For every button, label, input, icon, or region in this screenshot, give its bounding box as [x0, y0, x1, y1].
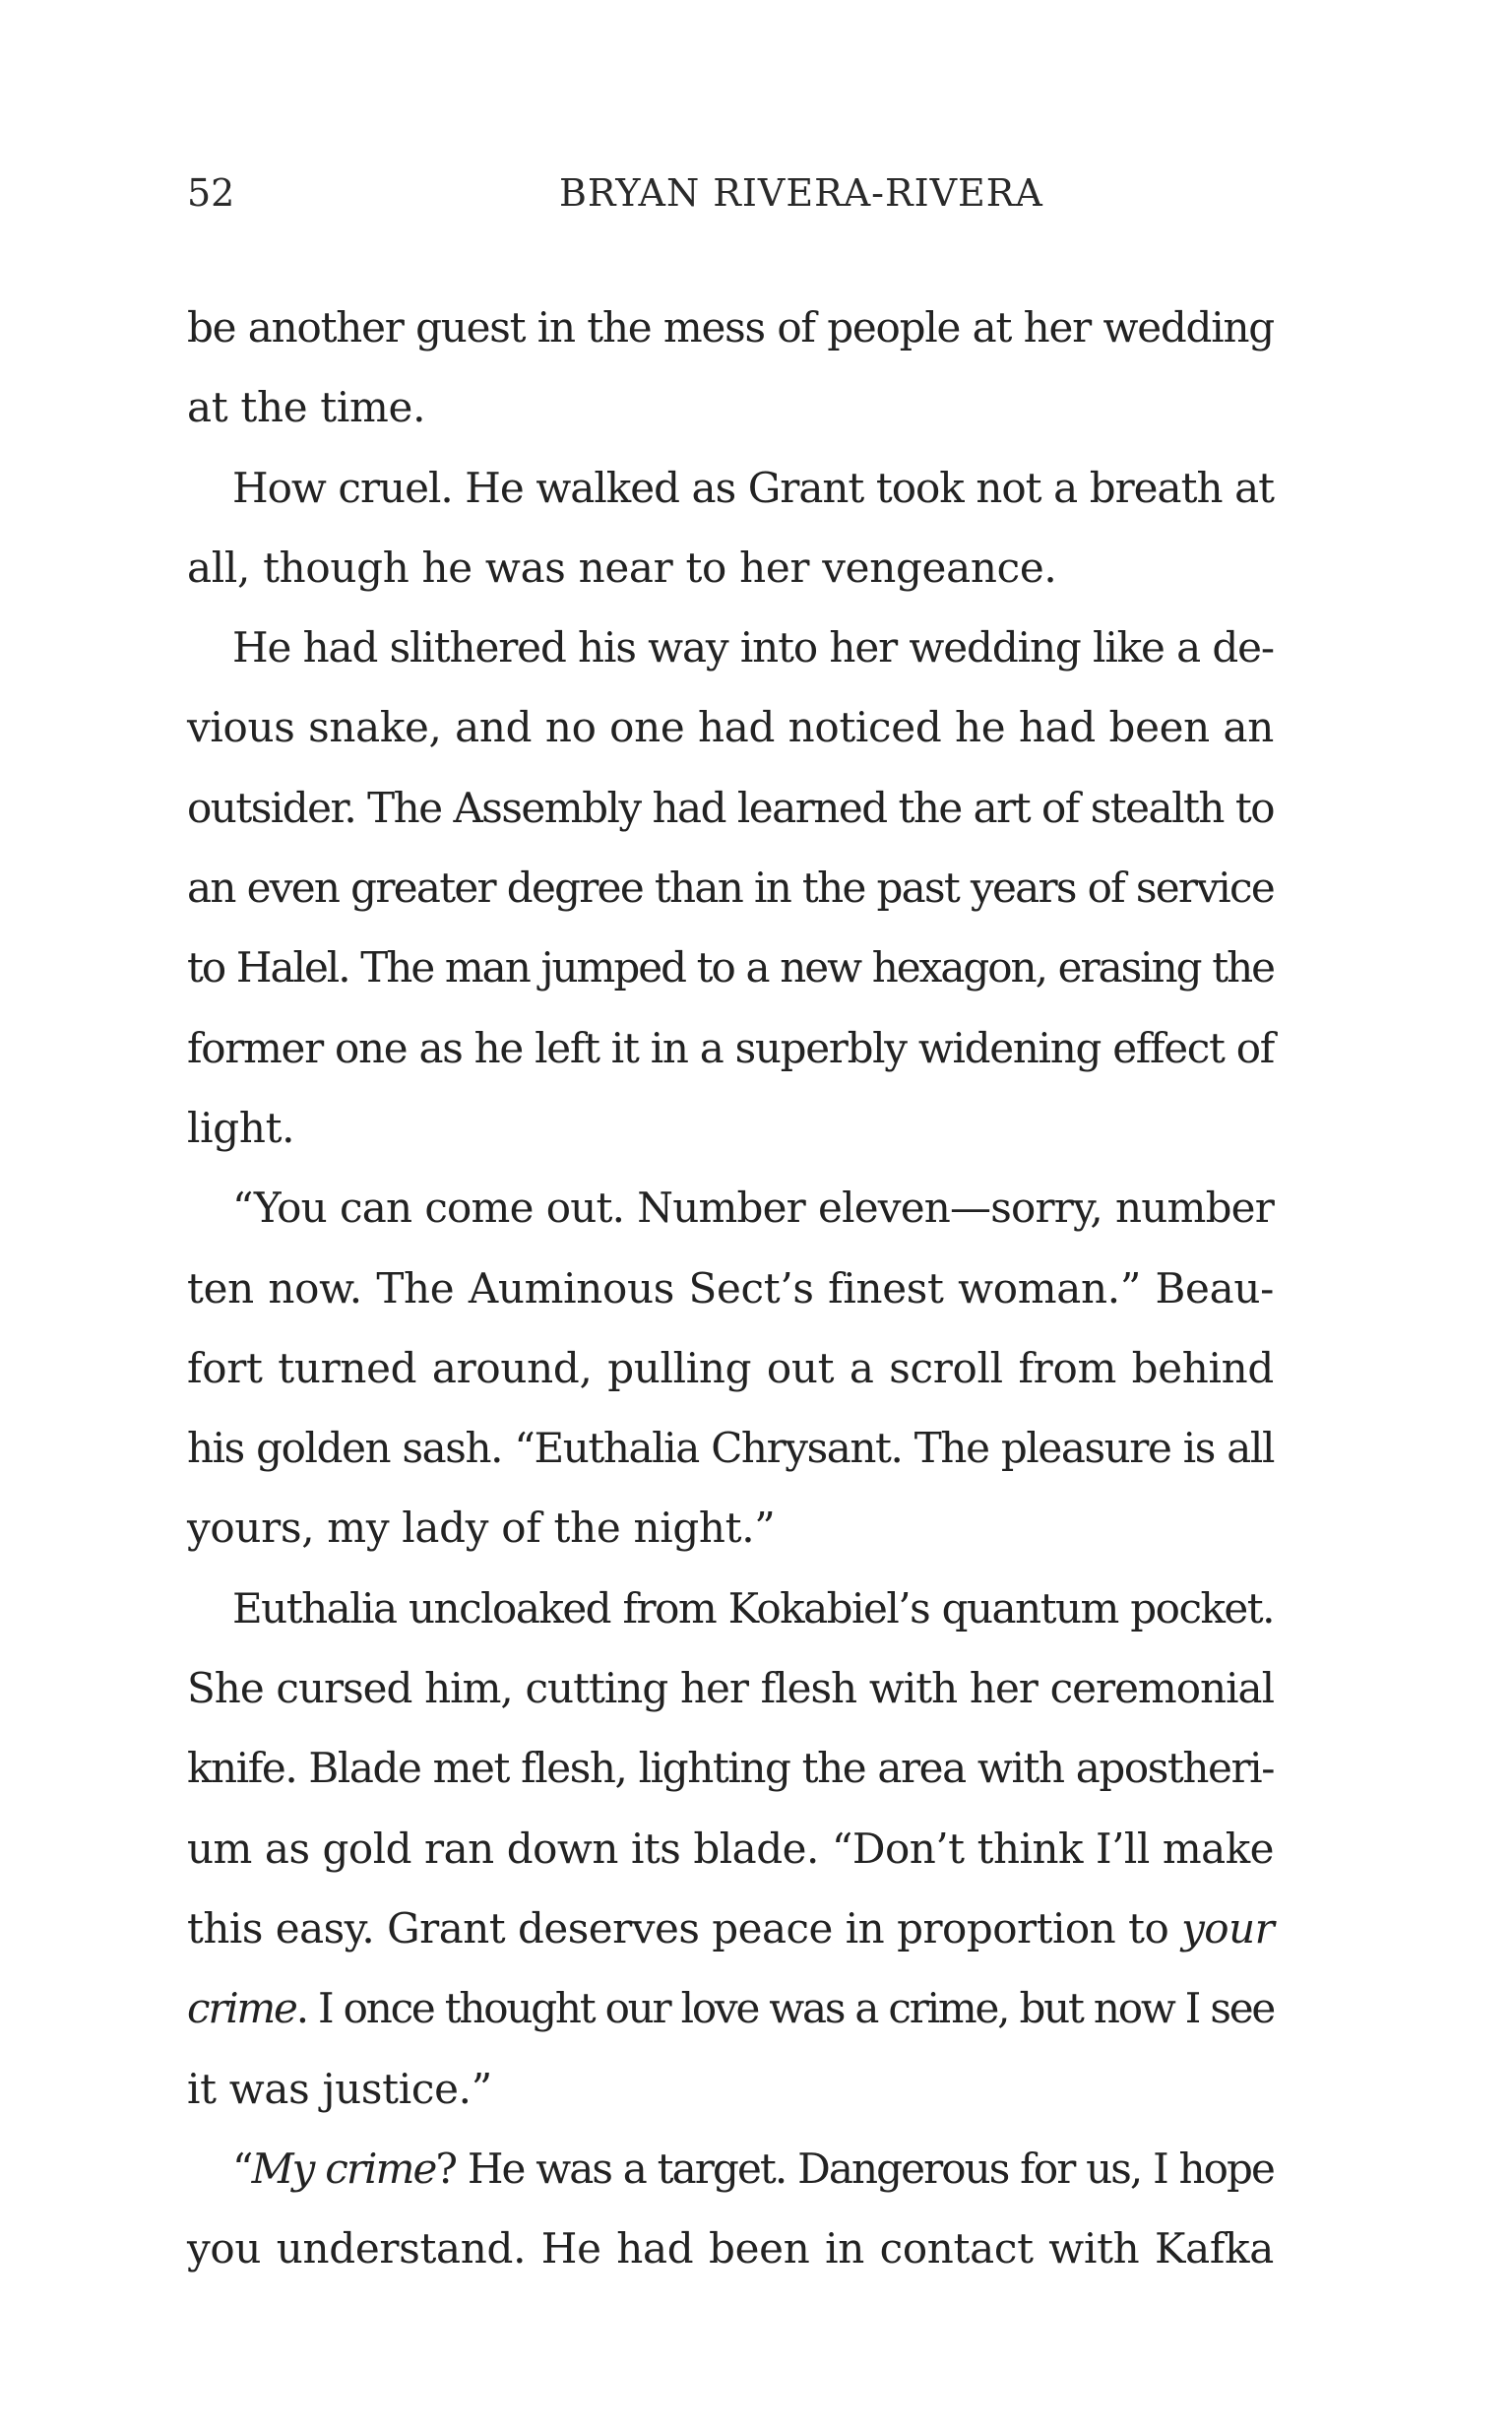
body-text: [187, 288, 1274, 2288]
paragraph: [187, 608, 1274, 1168]
paragraph: [187, 2129, 1274, 2289]
text-run: . I once thought our love was a crime, but now I see: [295, 1984, 1274, 2033]
text-line: be another guest in the mess of people at her wedding: [187, 303, 1274, 352]
text-line: light.: [187, 1103, 295, 1152]
text-line: vious snake, and no one had noticed he had been an: [187, 703, 1274, 752]
text-line: um as gold ran down its blade. “Don’t think I’ll make: [187, 1824, 1274, 1873]
italic-text: My crime: [251, 2144, 436, 2193]
paragraph: [187, 1569, 1274, 2129]
text-line: former one as he left it in a superbly widening effect of: [187, 1023, 1274, 1072]
text-run: this easy. Grant deserves peace in proportion to: [187, 1903, 1182, 1953]
text-line: Euthalia uncloaked from Kokabiel’s quantum pocket.: [232, 1583, 1274, 1633]
text-line: at the time.: [187, 383, 426, 432]
text-line: knife. Blade met flesh, lighting the area with apostheri-: [187, 1744, 1274, 1793]
italic-text: crime: [187, 1984, 296, 2033]
text-line: outsider. The Assembly had learned the art of stealth to: [187, 783, 1274, 832]
text-line: [187, 2129, 1274, 2209]
text-line: “You can come out. Number eleven—sorry, number: [232, 1184, 1274, 1233]
page-number: 52: [187, 171, 235, 215]
text-line: yours, my lady of the night.”: [187, 1504, 776, 1553]
paragraph: [187, 288, 1274, 448]
text-line: She cursed him, cutting her flesh with her ceremonial: [187, 1664, 1274, 1713]
text-line: He had slithered his way into her wedding like a de-: [232, 623, 1274, 672]
text-run: “: [232, 2144, 252, 2193]
running-head: BRYAN RIVERA-RIVERA: [559, 171, 1043, 215]
text-run: ? He was a target. Dangerous for us, I hope: [435, 2144, 1274, 2193]
paragraph: [187, 1168, 1274, 1568]
text-line: you understand. He had been in contact with Kafka: [187, 2224, 1274, 2273]
text-line: [187, 1889, 1274, 1968]
text-line: his golden sash. “Euthalia Chrysant. The pleasure is all: [187, 1424, 1274, 1473]
paragraph: [187, 448, 1274, 608]
text-line: it was justice.”: [187, 2064, 492, 2113]
text-line: an even greater degree than in the past years of service: [187, 864, 1274, 913]
text-line: to Halel. The man jumped to a new hexagon, erasing the: [187, 943, 1274, 992]
text-line: How cruel. He walked as Grant took not a breath at: [232, 463, 1274, 512]
text-line: fort turned around, pulling out a scroll from behind: [187, 1343, 1274, 1392]
italic-text: your: [1181, 1903, 1275, 1953]
text-line: ten now. The Auminous Sect’s finest woman.” Beau-: [187, 1263, 1274, 1313]
text-line: [187, 1968, 1274, 2048]
text-line: all, though he was near to her vengeance.: [187, 543, 1057, 592]
